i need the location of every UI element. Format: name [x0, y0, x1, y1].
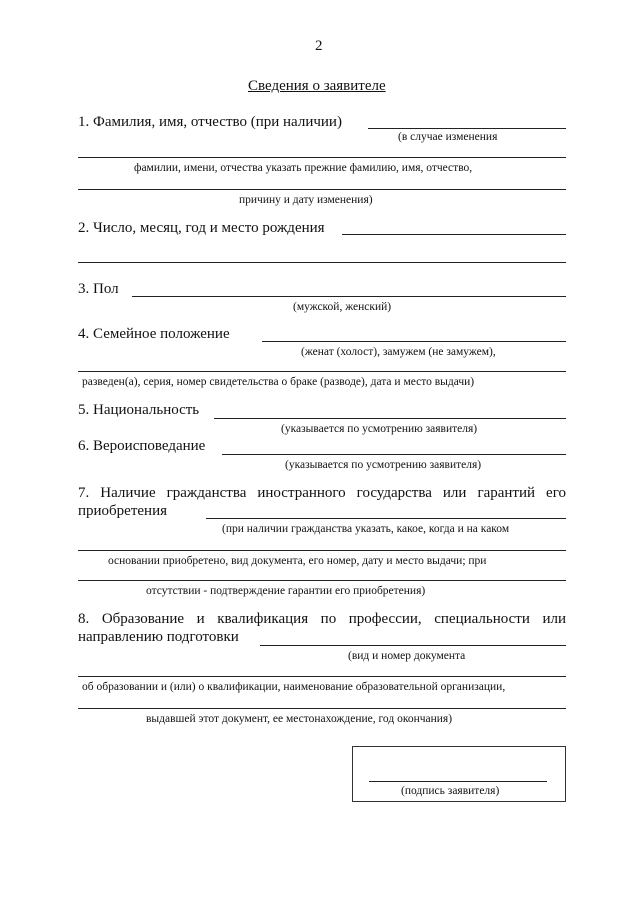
q6-hint: (указывается по усмотрению заявителя)	[285, 459, 482, 471]
q7-answer-line-2[interactable]	[78, 550, 566, 551]
q7-hint-1: (при наличии гражданства указать, какое, когда и на каком	[222, 523, 510, 535]
signature-hint: (подпись заявителя)	[401, 785, 500, 797]
q7-hint-3: отсутствии - подтверждение гарантии его приобретения)	[146, 585, 426, 597]
q7-label-line-1: 7. Наличие гражданства иностранного государства или гарантий его	[78, 485, 566, 501]
q8-label-line-2: направлению подготовки	[78, 629, 239, 645]
q8-hint-1: (вид и номер документа	[348, 650, 466, 662]
q4-label: 4. Семейное положение	[78, 326, 230, 342]
q5-label: 5. Национальность	[78, 402, 200, 418]
q8-hint-2: об образовании и (или) о квалификации, наименование образовательной организации,	[82, 681, 506, 693]
signature-box	[352, 746, 566, 802]
q2-answer-line-1[interactable]	[342, 234, 566, 235]
q7-label-line-2: приобретения	[78, 503, 168, 519]
q1-hint-1: (в случае изменения	[398, 131, 498, 143]
q8-hint-3: выдавшей этот документ, ее местонахождение, год окончания)	[146, 713, 453, 725]
q3-answer-line[interactable]	[132, 296, 566, 297]
q4-hint-1: (женат (холост), замужем (не замужем),	[301, 346, 496, 358]
q6-label: 6. Вероисповедание	[78, 438, 206, 454]
q3-hint: (мужской, женский)	[293, 301, 392, 313]
q2-answer-line-2[interactable]	[78, 262, 566, 263]
q8-label-line-1: 8. Образование и квалификация по профессии, специальности или	[78, 611, 566, 627]
q8-answer-line-1[interactable]	[260, 645, 566, 646]
q8-answer-line-2[interactable]	[78, 676, 566, 677]
signature-line[interactable]	[369, 781, 547, 782]
q5-hint: (указывается по усмотрению заявителя)	[281, 423, 478, 435]
q7-hint-2: основании приобретено, вид документа, его номер, дату и место выдачи; при	[108, 555, 487, 567]
q6-answer-line[interactable]	[222, 454, 566, 455]
q1-answer-line-2[interactable]	[78, 157, 566, 158]
q8-answer-line-3[interactable]	[78, 708, 566, 709]
q1-answer-line-1[interactable]	[368, 128, 566, 129]
q1-answer-line-3[interactable]	[78, 189, 566, 190]
page-title: Сведения о заявителе	[248, 78, 386, 94]
q3-label: 3. Пол	[78, 281, 119, 297]
q5-answer-line[interactable]	[214, 418, 566, 419]
q4-answer-line-2[interactable]	[78, 371, 566, 372]
q4-hint-2: разведен(а), серия, номер свидетельства о браке (разводе), дата и место выдачи)	[82, 376, 475, 388]
q1-label: 1. Фамилия, имя, отчество (при наличии)	[78, 114, 342, 130]
page-number: 2	[315, 38, 323, 54]
q1-hint-3: причину и дату изменения)	[239, 194, 373, 206]
q7-answer-line-3[interactable]	[78, 580, 566, 581]
q4-answer-line-1[interactable]	[262, 341, 566, 342]
q1-hint-2: фамилии, имени, отчества указать прежние фамилию, имя, отчество,	[134, 162, 473, 174]
q7-answer-line-1[interactable]	[206, 518, 566, 519]
q2-label: 2. Число, месяц, год и место рождения	[78, 220, 325, 236]
